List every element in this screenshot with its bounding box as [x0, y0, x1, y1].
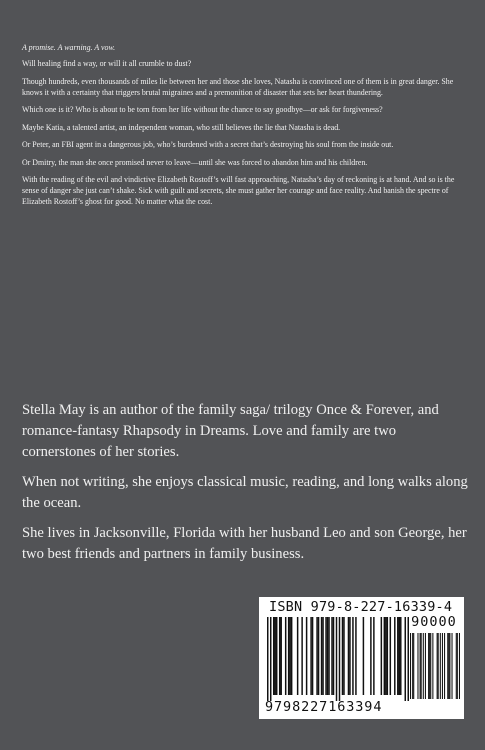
- barcode-bar: [321, 617, 322, 695]
- barcode-bar: [276, 617, 277, 695]
- barcode-bar: [279, 617, 280, 695]
- barcode-bar: [301, 617, 302, 695]
- blurb-paragraph: Though hundreds, even thousands of miles lie between her and those she loves, Natasha is convinced one of them is in great danger. She knows it with a certainty that triggers brutal migraines and a premonition of disaster that sets her heart thundering.: [22, 76, 454, 97]
- barcode-bar: [408, 617, 409, 701]
- barcode-bar: [336, 617, 337, 701]
- barcode-bar: [297, 617, 298, 695]
- barcode-bar: [417, 633, 418, 699]
- blurb-paragraph: Will healing find a way, or will it all crumble to dust?: [22, 59, 192, 68]
- back-cover-blurb: [22, 42, 468, 214]
- barcode-bar: [447, 633, 448, 699]
- barcode-bar: [410, 633, 411, 699]
- barcode-bar: [421, 633, 422, 699]
- barcode-bar: [373, 617, 374, 695]
- barcode-bar: [289, 617, 290, 695]
- barcode-bar: [387, 617, 388, 695]
- barcode-bar: [413, 633, 414, 699]
- bio-paragraph: When not writing, she enjoys classical music, reading, and long walks along the ocean.: [22, 474, 468, 511]
- barcode-bar: [425, 633, 426, 699]
- barcode-bar: [342, 617, 343, 695]
- barcode-bar: [331, 617, 332, 695]
- barcode-bar: [430, 633, 431, 699]
- barcode-bar: [457, 633, 458, 699]
- isbn-label: ISBN 979-8-227-16339-4: [269, 599, 453, 615]
- barcode-bar: [449, 633, 450, 699]
- bio-paragraph: She lives in Jacksonville, Florida with her husband Leo and son George, her two best friends and partners in family business.: [22, 525, 467, 562]
- barcode-bar: [273, 617, 274, 695]
- barcode-bar: [328, 617, 329, 695]
- barcode-bar: [440, 633, 441, 699]
- barcode-bar: [363, 617, 364, 695]
- barcode-bar: [267, 617, 268, 701]
- barcode-bar: [285, 617, 286, 695]
- barcode-bar: [322, 617, 323, 695]
- barcode-bar: [451, 633, 452, 699]
- barcode-bar: [291, 617, 292, 695]
- barcode-bar: [280, 617, 281, 695]
- barcode-bar: [405, 617, 406, 701]
- barcode-bar: [444, 633, 445, 699]
- barcode-bar: [385, 617, 386, 695]
- barcode-bar: [432, 633, 433, 699]
- isbn-barcode: [259, 597, 464, 719]
- barcode-bar: [381, 617, 382, 695]
- barcode-bar: [442, 633, 443, 699]
- barcode-bar: [384, 617, 385, 695]
- barcode-bar: [270, 617, 271, 701]
- blurb-paragraph: Or Peter, an FBI agent in a dangerous job, who’s burdened with a secret that’s destroying his soul from the inside out.: [22, 140, 394, 149]
- barcode-bar: [412, 633, 413, 699]
- barcode-bar: [423, 633, 424, 699]
- addon-digits: 90000: [411, 614, 457, 630]
- ean-digits: 9798227163394: [265, 699, 383, 715]
- barcode-bar: [316, 617, 317, 695]
- barcode-bar: [394, 617, 395, 695]
- barcode-bar: [343, 617, 344, 695]
- barcode-bar: [312, 617, 313, 695]
- addon-barcode-bars: [410, 633, 460, 699]
- barcode-bar: [349, 617, 350, 695]
- barcode-bar: [352, 617, 353, 695]
- author-bio: [22, 400, 468, 574]
- barcode-bar: [428, 633, 429, 699]
- tagline: A promise. A warning. A vow.: [22, 43, 116, 52]
- blurb-paragraph: Or Dmitry, the man she once promised never to leave—until she was forced to abandon him and his children.: [22, 157, 368, 167]
- ean-barcode-bars: [267, 617, 409, 701]
- barcode-bar: [333, 617, 334, 695]
- barcode-bar: [318, 617, 319, 695]
- barcode-bar: [448, 633, 449, 699]
- barcode-bar: [397, 617, 398, 695]
- blurb-paragraph: Maybe Katia, a talented artist, an independent woman, who still believes the lie that Natasha is dead.: [22, 122, 341, 132]
- barcode-bar: [274, 617, 275, 695]
- barcode-bar: [310, 617, 311, 695]
- barcode-bar: [420, 633, 421, 699]
- barcode-bar: [456, 633, 457, 699]
- barcode-bar: [399, 617, 400, 695]
- barcode-bar: [348, 617, 349, 695]
- barcode-bar: [370, 617, 371, 695]
- barcode-bar: [325, 617, 326, 695]
- barcode-bar: [459, 633, 460, 699]
- bio-paragraph: Stella May is an author of the family saga/ trilogy Once & Forever, and romance-fantasy Rhapsody in Dreams. Love and family are two cornerstones of her stories.: [22, 402, 439, 460]
- blurb-paragraph: With the reading of the evil and vindictive Elizabeth Rostoff’s will fast approaching, Natasha’s day of reckoning is at hand. And so is the sense of danger she just can’t shake. Sick with guilt and secrets, she must gather her courage and face reality. And banish the spectre of Elizabeth Rostoff’s ghost for good. No matter what the cost.: [22, 175, 455, 206]
- barcode-bar: [288, 617, 289, 695]
- barcode-bar: [438, 633, 439, 699]
- barcode-bar: [429, 633, 430, 699]
- barcode-bar: [306, 617, 307, 695]
- barcode-bar: [355, 617, 356, 695]
- barcode-bar: [437, 633, 438, 699]
- blurb-paragraph: Which one is it? Who is about to be torn from her life without the chance to say goodbye—or ask for forgiveness?: [22, 105, 383, 114]
- barcode-bar: [400, 617, 401, 695]
- barcode-bar: [390, 617, 391, 695]
- barcode-bar: [327, 617, 328, 695]
- barcode-bar: [339, 617, 340, 701]
